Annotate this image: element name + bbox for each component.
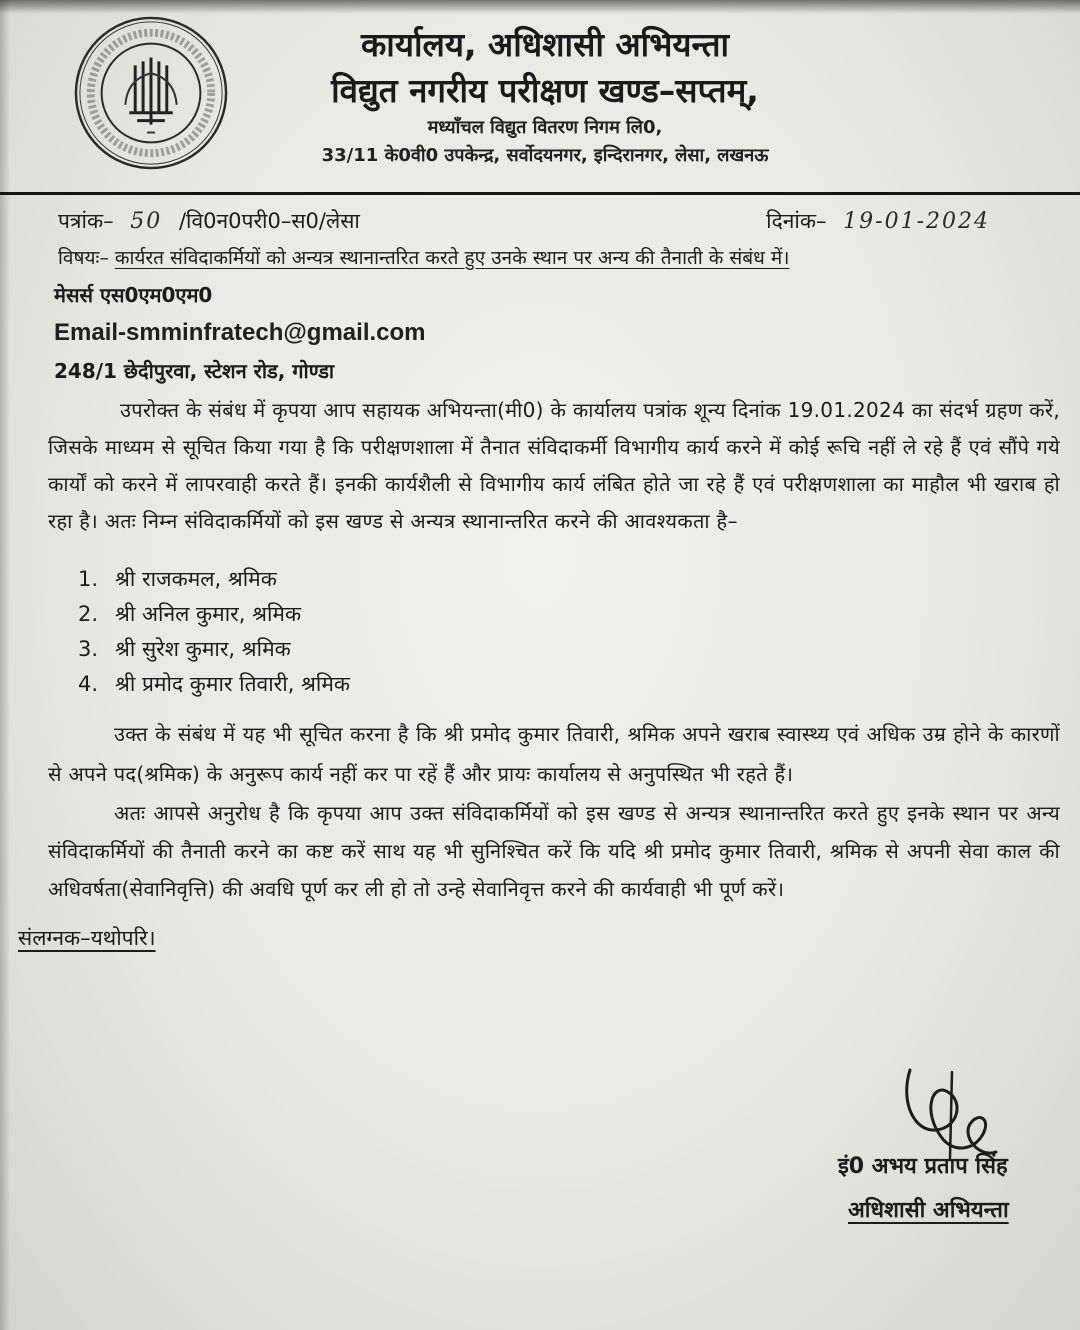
subject-label: विषयः– bbox=[58, 247, 109, 269]
enclosure-note: संलग्नक–यथोपरि। bbox=[18, 926, 156, 950]
list-item bbox=[78, 597, 1060, 632]
organization-seal-logo bbox=[72, 14, 230, 172]
reference-number bbox=[58, 203, 360, 240]
left-edge-shadow bbox=[0, 0, 10, 1330]
signatory-designation: अधिशासी अभियन्ता bbox=[848, 1198, 1009, 1223]
letterhead-office-title: कार्यालय, अधिशासी अभियन्ता bbox=[360, 25, 730, 64]
letterhead-company: मध्याँचल विद्युत वितरण निगम लि0, bbox=[427, 117, 663, 138]
recipient-address: 248/1 छेदीपुरवा, स्टेशन रोड, गोण्डा bbox=[54, 359, 335, 383]
list-item-number: 2. bbox=[78, 602, 99, 626]
body-paragraph-2: उक्त के संबंध में यह भी सूचित करना है कि श्री प्रमोद कुमार तिवारी, श्रमिक अपने खराब स्वास्थ्य एवं अधिक उम्र होने के कारणों से अपने पद(श्रमिक) के अनुरूप कार्य नहीं कर पा रहें हैं और प्रायः कार्यालय से अनुपस्थित भी रहते हैं। bbox=[48, 722, 1060, 786]
letterhead-division-title: विद्युत नगरीय परीक्षण खण्ड–सप्तम्, bbox=[331, 71, 759, 110]
list-item-number: 1. bbox=[78, 567, 99, 591]
body-paragraph-3: अतः आपसे अनुरोध है कि कृपया आप उक्त संविदाकर्मियों को इस खण्ड से अन्यत्र स्थानान्तरित करते हुए इनके स्थान पर अन्य संविदाकर्मियों की तैनाती करने का कष्ट करें साथ यह भी सुनिश्चित करें कि यदि श्री प्रमोद कुमार तिवारी, श्रमिक से अपनी सेवा काल की अधिवर्षता(सेवानिवृत्ति) की अवधि पूर्ण कर ली हो तो उन्हे सेवानिवृत्त करने की कार्यवाही भी पूर्ण करें। bbox=[48, 801, 1060, 901]
list-item bbox=[78, 632, 1060, 667]
list-item-number: 4. bbox=[78, 672, 99, 696]
signature-block bbox=[830, 1062, 1070, 1232]
body-paragraph-1: उपरोक्त के संबंध में कृपया आप सहायक अभियन्ता(मी0) के कार्यालय पत्रांक शून्य दिनांक 19.01.2024 का संदर्भ ग्रहण करें, जिसके माध्यम से सूचित किया गया है कि परीक्षणशाला में तैनात संविदाकर्मी विभागीय कार्य करने में कोई रूचि नहीं ले रहे हैं एवं सौंपे गये कार्यों को करने में लापरवाही करते हैं। इनकी कार्यशैली से विभागीय कार्य लंबित होते जा रहे हैं एवं परीक्षणशाला का माहौल भी खराब हो रहा है। अतः निम्न संविदाकर्मियों को इस खण्ड से अन्यत्र स्थानान्तरित करने की आवश्यकता है– bbox=[48, 398, 1060, 533]
letterhead-address: 33/11 के0वी0 उपकेन्द्र, सर्वोदयनगर, इन्दिरानगर, लेसा, लखनऊ bbox=[321, 145, 769, 166]
reference-suffix: /वि0न0परी0–स0/लेसा bbox=[178, 209, 360, 233]
letter-date bbox=[766, 203, 1000, 240]
list-item-text: श्री राजकमल, श्रमिक bbox=[115, 567, 277, 591]
subject-line bbox=[48, 240, 1060, 276]
list-item-text: श्री प्रमोद कुमार तिवारी, श्रमिक bbox=[115, 672, 351, 696]
date-handwritten-value: 19-01-2024 bbox=[843, 209, 990, 234]
workers-list bbox=[78, 562, 1060, 702]
list-item-number: 3. bbox=[78, 637, 99, 661]
signatory-name: इं0 अभय प्रताप सिंह bbox=[838, 1154, 1008, 1179]
reference-handwritten-number: 50 bbox=[130, 209, 163, 234]
recipient-email: Email-smminfratech@gmail.com bbox=[54, 319, 426, 346]
list-item bbox=[78, 667, 1060, 702]
reference-date-row bbox=[48, 203, 1060, 240]
signature-scribble bbox=[892, 1062, 1002, 1162]
letter-content bbox=[18, 203, 1060, 957]
list-item-text: श्री अनिल कुमार, श्रमिक bbox=[115, 602, 302, 626]
reference-label: पत्रांक– bbox=[58, 209, 114, 233]
list-item bbox=[78, 562, 1060, 597]
date-label: दिनांक– bbox=[766, 209, 827, 233]
header-divider bbox=[0, 192, 1080, 195]
letterhead bbox=[245, 22, 845, 170]
recipient-name: मेसर्स एस0एम0एम0 bbox=[54, 283, 213, 307]
subject-text: कार्यरत संविदाकर्मियों को अन्यत्र स्थानान्तरित करते हुए उनके स्थान पर अन्य की तैनाती के संबंध में। bbox=[114, 247, 790, 269]
top-edge-shadow bbox=[0, 0, 1080, 14]
list-item-text: श्री सुरेश कुमार, श्रमिक bbox=[115, 637, 291, 661]
